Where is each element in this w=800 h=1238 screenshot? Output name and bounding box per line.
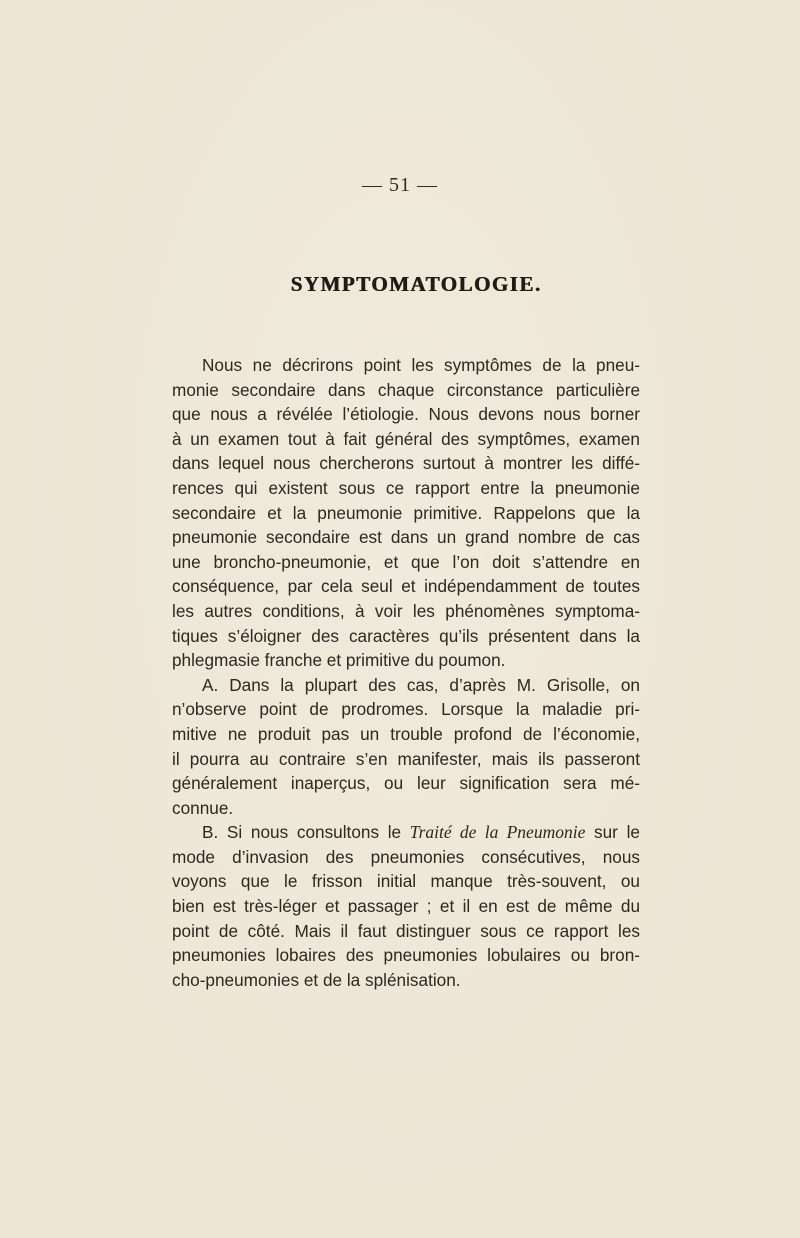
text-line: mitive ne produit pas un trouble profond de l’économie,: [172, 723, 640, 744]
text-line: que nous a révélée l’étiologie. Nous devons nous borner: [172, 404, 640, 425]
text-line: mode d’invasion des pneumonies consécutives, nous: [172, 846, 640, 867]
text-line: dans lequel nous chercherons surtout à montrer les diffé-: [172, 453, 640, 474]
line-b-suffix: sur le: [585, 822, 640, 843]
text-line: n’observe point de prodromes. Lorsque la maladie pri-: [172, 699, 640, 720]
text-line: tiques s’éloigner des caractères qu’ils présentent dans la: [172, 625, 640, 646]
text-line: secondaire et la pneumonie primitive. Rappelons que la: [172, 502, 640, 523]
line-b-prefix: B. Si nous consultons le: [202, 822, 410, 843]
body-text: [172, 353, 640, 992]
text-line: généralement inaperçus, ou leur signification sera mé-: [172, 773, 640, 794]
text-line: pneumonie secondaire est dans un grand nombre de cas: [172, 527, 640, 548]
page-number: — 51 —: [362, 174, 438, 196]
text-line: monie secondaire dans chaque circonstance particulière: [172, 379, 640, 400]
text-line: conséquence, par cela seul et indépendamment de toutes: [172, 576, 640, 597]
text-line: A. Dans la plupart des cas, d’après M. Grisolle, on: [202, 674, 640, 695]
text-line-b: [172, 820, 640, 845]
text-line: connue.: [172, 797, 234, 818]
section-heading: SYMPTOMATOLOGIE.: [290, 272, 542, 296]
text-line: les autres conditions, à voir les phénomènes symptoma-: [172, 600, 640, 621]
text-line: phlegmasie franche et primitive du poumon.: [172, 650, 506, 671]
book-title: Traité de la Pneumonie: [409, 822, 586, 843]
text-line: bien est très-léger et passager ; et il en est de même du: [172, 896, 640, 917]
text-line: pneumonies lobaires des pneumonies lobulaires ou bron-: [172, 945, 640, 966]
text-line: à un examen tout à fait général des symptômes, examen: [172, 428, 640, 449]
text-line: rences qui existent sous ce rapport entre la pneumonie: [172, 477, 640, 498]
text-line: il pourra au contraire s’en manifester, mais ils passeront: [172, 748, 640, 769]
text-line: une broncho-pneumonie, et que l’on doit s’attendre en: [172, 551, 640, 572]
text-line: point de côté. Mais il faut distinguer sous ce rapport les: [172, 920, 640, 941]
text-line: Nous ne décrirons point les symptômes de la pneu-: [202, 355, 640, 375]
text-line: cho-pneumonies et de la splénisation.: [172, 969, 461, 990]
text-line: voyons que le frisson initial manque très-souvent, ou: [172, 871, 640, 892]
